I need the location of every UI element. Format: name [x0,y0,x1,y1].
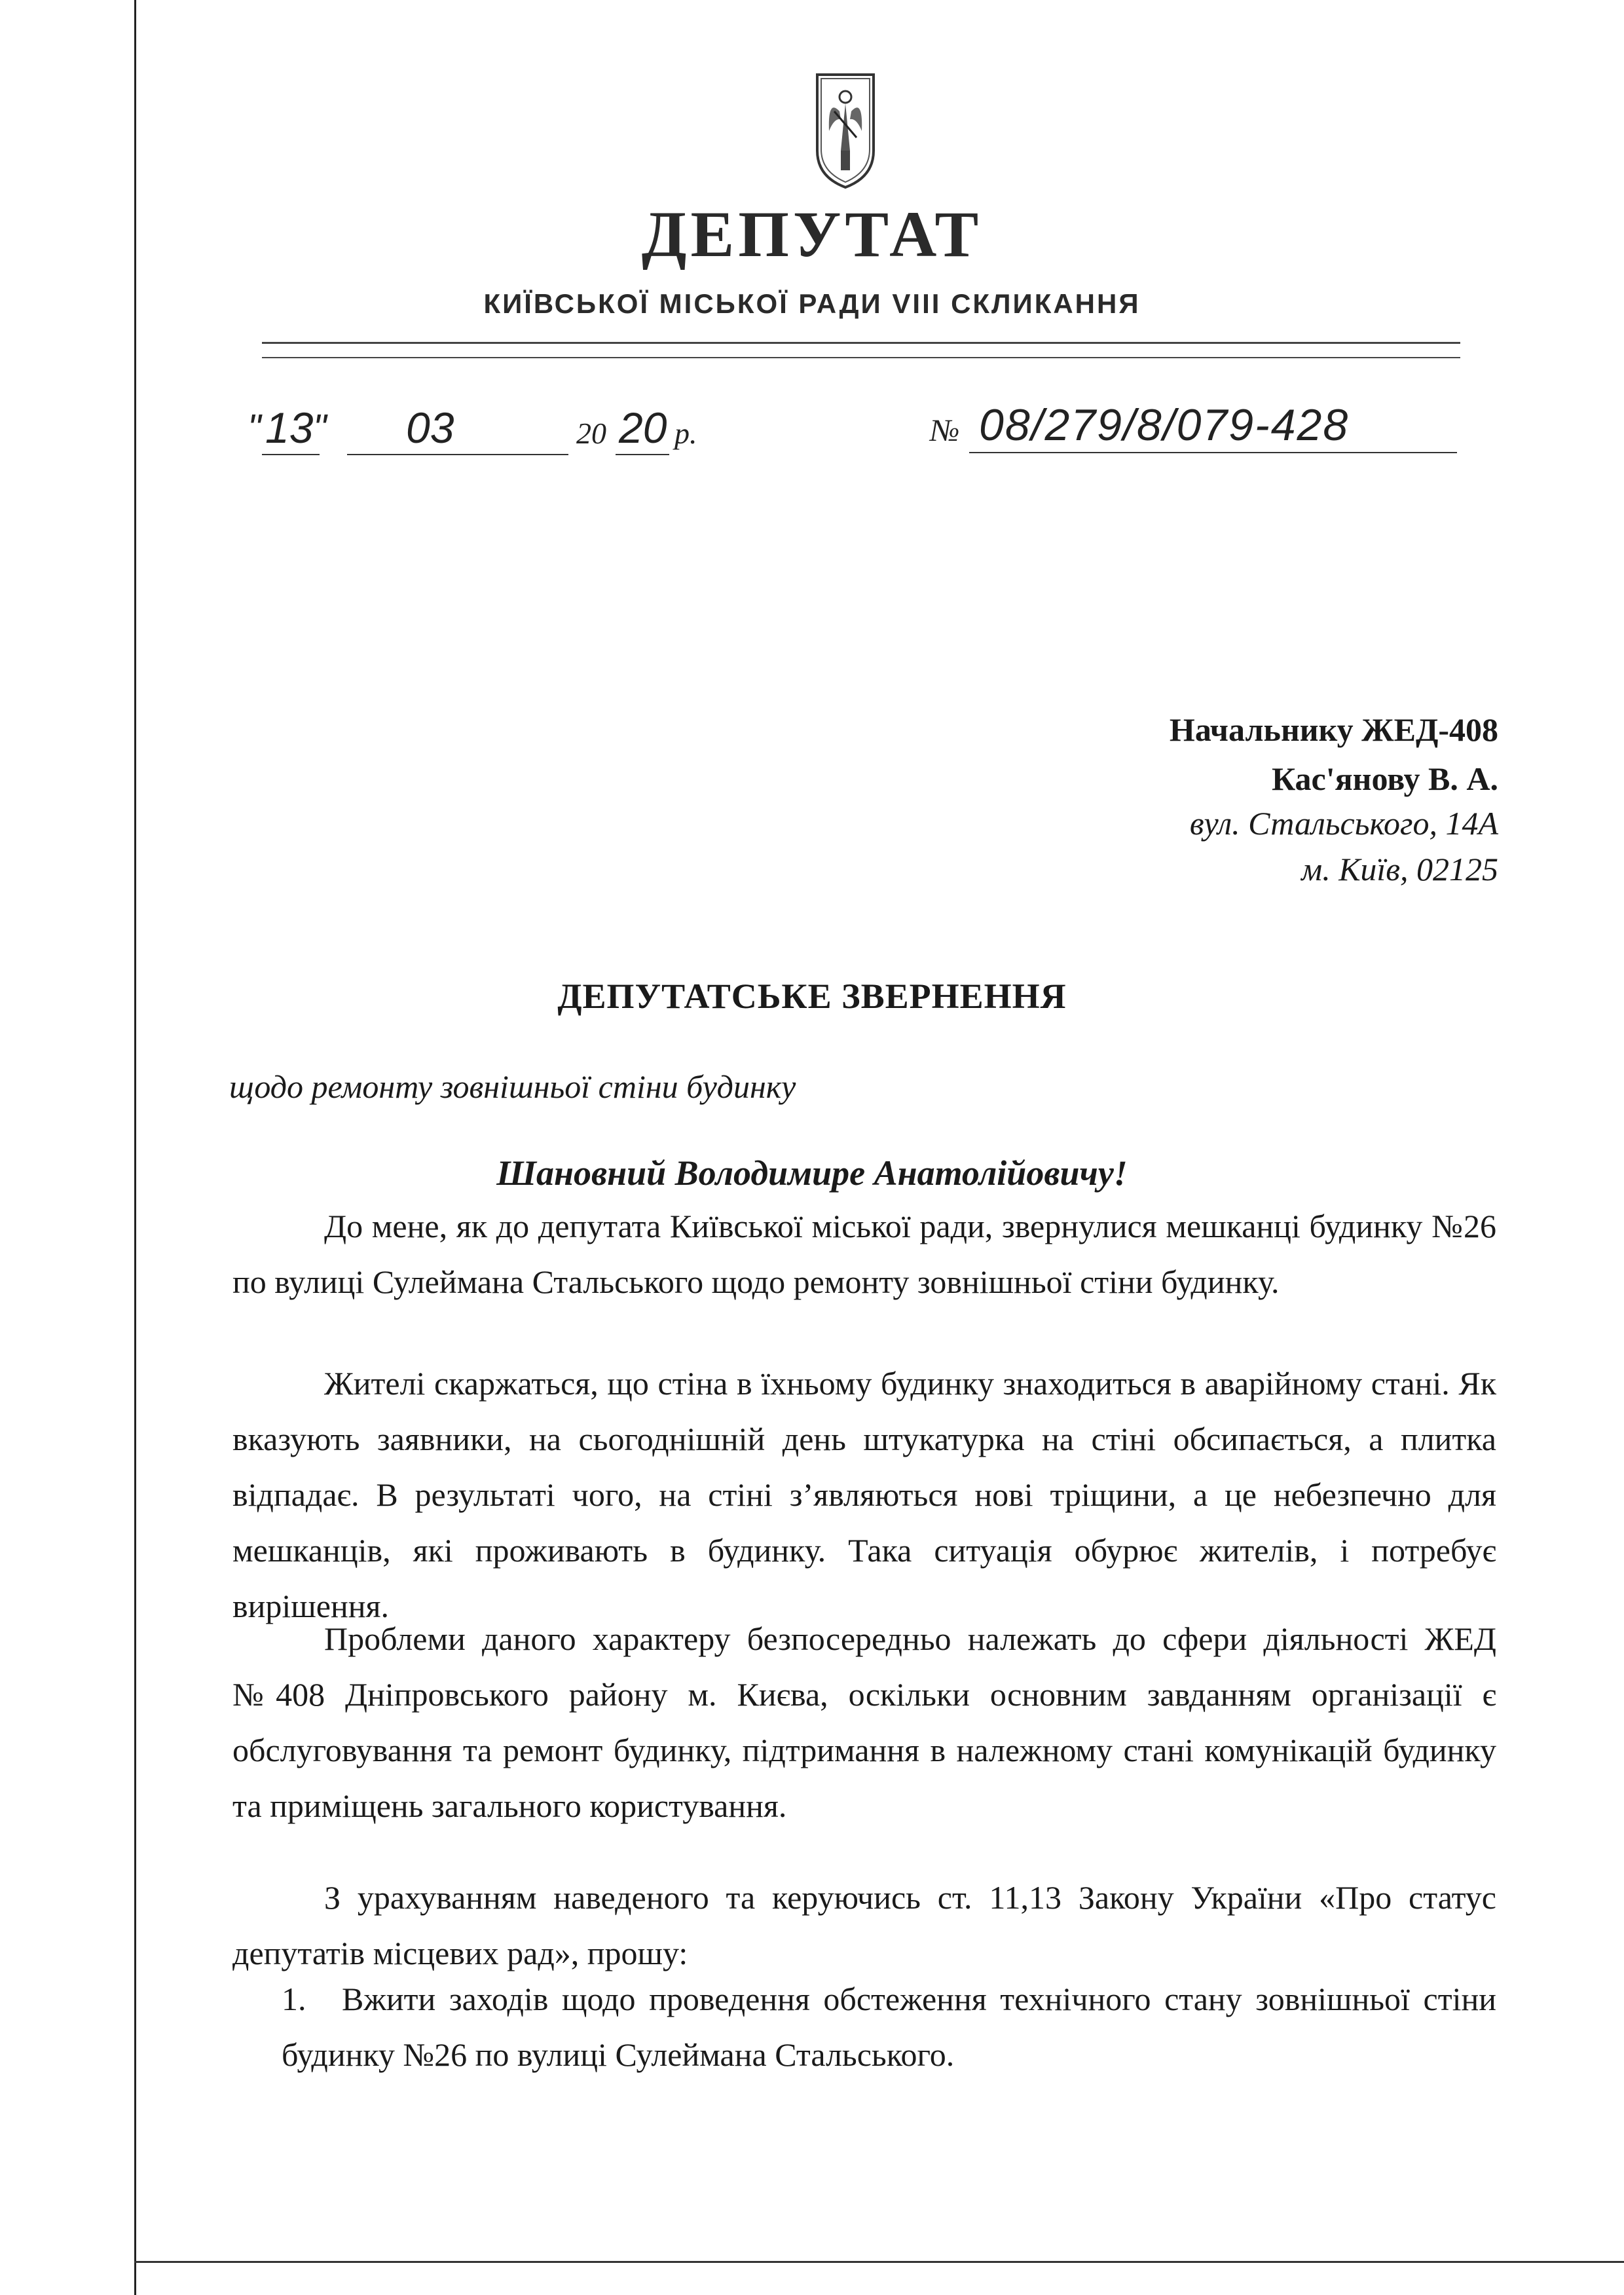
date-month: 03 [406,403,454,452]
date-day-underline [262,454,320,455]
body-paragraph: Жителі скаржаться, що стіна в їхньому будинку знаходиться в аварійному стані. Як вказують заявники, на сьогоднішній день штукатурка на стіні обсипається, а плитка відпадає. В результаті чого, на стіні з’являються нові тріщини, а це небезпечно для мешканців, які проживають в будинку. Така ситуація обурює жителів, і потребує вирішення. [232,1365,1496,1624]
addressee-city: м. Київ, 02125 [1301,851,1498,887]
date-year-underline [616,454,669,455]
body-paragraph: Проблеми даного характеру безпосередньо належать до сфери діяльності ЖЕД №408 Дніпровського району м. Києва, оскільки основним завданням організації є обслуговування та ремонт будинку, підтримання в належному стані комунікацій будинку та приміщень загального користування. [232,1620,1496,1824]
coat-of-arms-icon [815,72,876,190]
date-day: 13 [265,403,314,452]
date-open-quote: " [248,407,261,449]
date-month-underline [347,454,568,455]
document-title: ДЕПУТАТСЬКЕ ЗВЕРНЕННЯ [557,977,1067,1016]
left-margin-rule [134,0,136,2295]
header-subtitle: КИЇВСЬКОЇ МІСЬКОЇ РАДИ VIII СКЛИКАННЯ [483,288,1141,319]
addressee-name: Кас'янову В. А. [1271,760,1498,797]
list-item-text: Вжити заходів щодо проведення обстеження технічного стану зовнішньої стіни будинку №26 по вулиці Сулеймана Стальського. [282,1981,1496,2073]
salutation: Шановний Володимире Анатолійовичу! [496,1153,1128,1193]
document-subject: щодо ремонту зовнішньої стіни будинку [229,1068,796,1105]
header-rule-secondary [262,357,1460,358]
body-paragraph: До мене, як до депутата Київської міської ради, звернулися мешканці будинку №26 по вулиці Сулеймана Стальського щодо ремонту зовнішньої стіни будинку. [232,1208,1496,1300]
date-close-quote: " [313,407,327,449]
body-paragraph: З урахуванням наведеного та керуючись ст. 11,13 Закону України «Про статус депутатів місцевих рад», прошу: [232,1879,1496,1971]
list-item-number: 1. [282,1981,306,2017]
date-year-mark: р. [674,417,697,450]
bottom-margin-rule [134,2261,1624,2263]
header-rule [262,342,1460,344]
reg-number-value: 08/279/8/079-428 [979,400,1350,450]
reg-number-underline [969,452,1457,453]
header-title: ДЕПУТАТ [641,198,983,271]
reg-number-label: № [930,413,960,448]
addressee-position: Начальнику ЖЕД-408 [1169,711,1498,748]
date-year-suffix: 20 [619,403,667,452]
addressee-street: вул. Стальського, 14А [1189,805,1498,842]
date-year-prefix: 20 [576,417,606,450]
